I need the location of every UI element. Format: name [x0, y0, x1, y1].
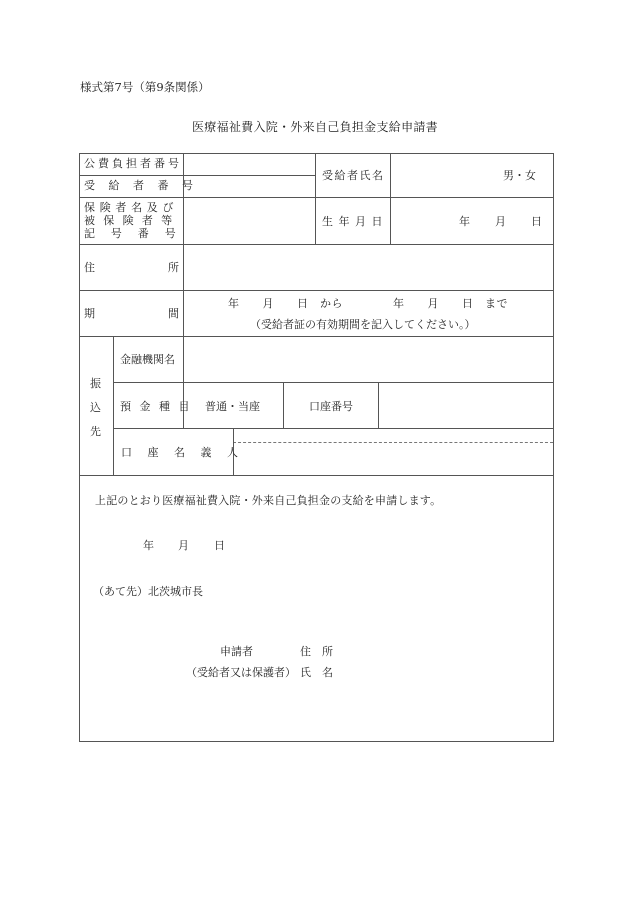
period-label-1: 期 — [84, 307, 95, 320]
addressee: （あて先）北茨城市長 — [93, 585, 203, 598]
recipient-name-label: 受給者氏名 — [322, 169, 385, 182]
insurer-field[interactable] — [185, 199, 313, 242]
birthdate-label: 生 年 月 日 — [322, 215, 384, 228]
declaration-statement: 上記のとおり医療福祉費入院・外来自己負担金の支給を申請します。 — [95, 494, 442, 507]
public-payer-number-label: 公費負担者番号 — [84, 157, 182, 170]
recipient-number-label: 受 給 者 番 号 — [84, 179, 198, 192]
bank-name-field[interactable] — [185, 338, 550, 380]
applicant-name-label: 氏 名 — [300, 666, 333, 679]
account-holder-kana-field[interactable] — [235, 430, 550, 441]
period-label-2: 間 — [168, 307, 179, 320]
birth-month-unit: 月 — [495, 215, 506, 228]
divider — [113, 336, 114, 475]
account-number-field[interactable] — [380, 384, 550, 426]
deposit-type-selector[interactable]: 普通・当座 — [205, 400, 260, 413]
date-year-unit: 年 — [143, 539, 154, 552]
period-from[interactable]: 年 月 日 から — [228, 297, 343, 310]
date-day-unit: 日 — [214, 539, 225, 552]
divider — [79, 475, 553, 476]
divider — [283, 382, 284, 428]
recipient-number-field[interactable] — [185, 177, 313, 196]
divider — [315, 153, 316, 244]
account-holder-field[interactable] — [235, 444, 550, 473]
insurer-label-line3: 記 号 番 号 — [84, 227, 182, 240]
applicant-address-label: 住 所 — [300, 645, 333, 658]
period-to[interactable]: 年 月 日 まで — [393, 297, 508, 310]
form-number: 様式第7号（第9条関係） — [80, 80, 210, 94]
insurer-label-line2: 被 保 険 者 等 — [84, 214, 175, 227]
period-note: （受給者証の有効期間を記入してください。） — [250, 318, 476, 331]
transfer-label-3: 先 — [90, 425, 101, 438]
divider — [79, 175, 315, 176]
divider — [113, 382, 553, 383]
applicant-label: 申請者 — [220, 645, 253, 658]
date-month-unit: 月 — [178, 539, 189, 552]
transfer-label-1: 振 — [90, 377, 101, 390]
divider — [79, 336, 553, 337]
address-label-2: 所 — [168, 261, 179, 274]
applicant-note: （受給者又は保護者） — [186, 666, 296, 679]
divider — [79, 197, 553, 198]
dashed-divider — [233, 442, 553, 443]
applicant-address-field[interactable] — [345, 642, 545, 660]
divider — [378, 382, 379, 428]
applicant-name-field[interactable] — [345, 663, 545, 681]
divider — [79, 244, 553, 245]
deposit-type-label: 預 金 種 目 — [120, 400, 192, 413]
divider — [183, 336, 184, 428]
account-number-label: 口座番号 — [309, 400, 353, 413]
public-payer-number-field[interactable] — [185, 155, 313, 174]
address-label-1: 住 — [84, 261, 95, 274]
form-title: 医療福祉費入院・外来自己負担金支給申請書 — [191, 120, 438, 134]
gender-selector[interactable]: 男・女 — [503, 169, 536, 182]
birth-year-unit: 年 — [459, 215, 470, 228]
bank-name-label: 金融機関名 — [120, 353, 175, 366]
birth-day-unit: 日 — [531, 215, 542, 228]
address-field[interactable] — [185, 246, 550, 288]
divider — [79, 290, 553, 291]
account-holder-label: 口 座 名 義 人 — [121, 446, 244, 459]
divider — [390, 153, 391, 244]
divider — [113, 428, 553, 429]
insurer-label-line1: 保 険 者 名 及 び — [84, 201, 175, 214]
transfer-label-2: 込 — [90, 401, 101, 414]
